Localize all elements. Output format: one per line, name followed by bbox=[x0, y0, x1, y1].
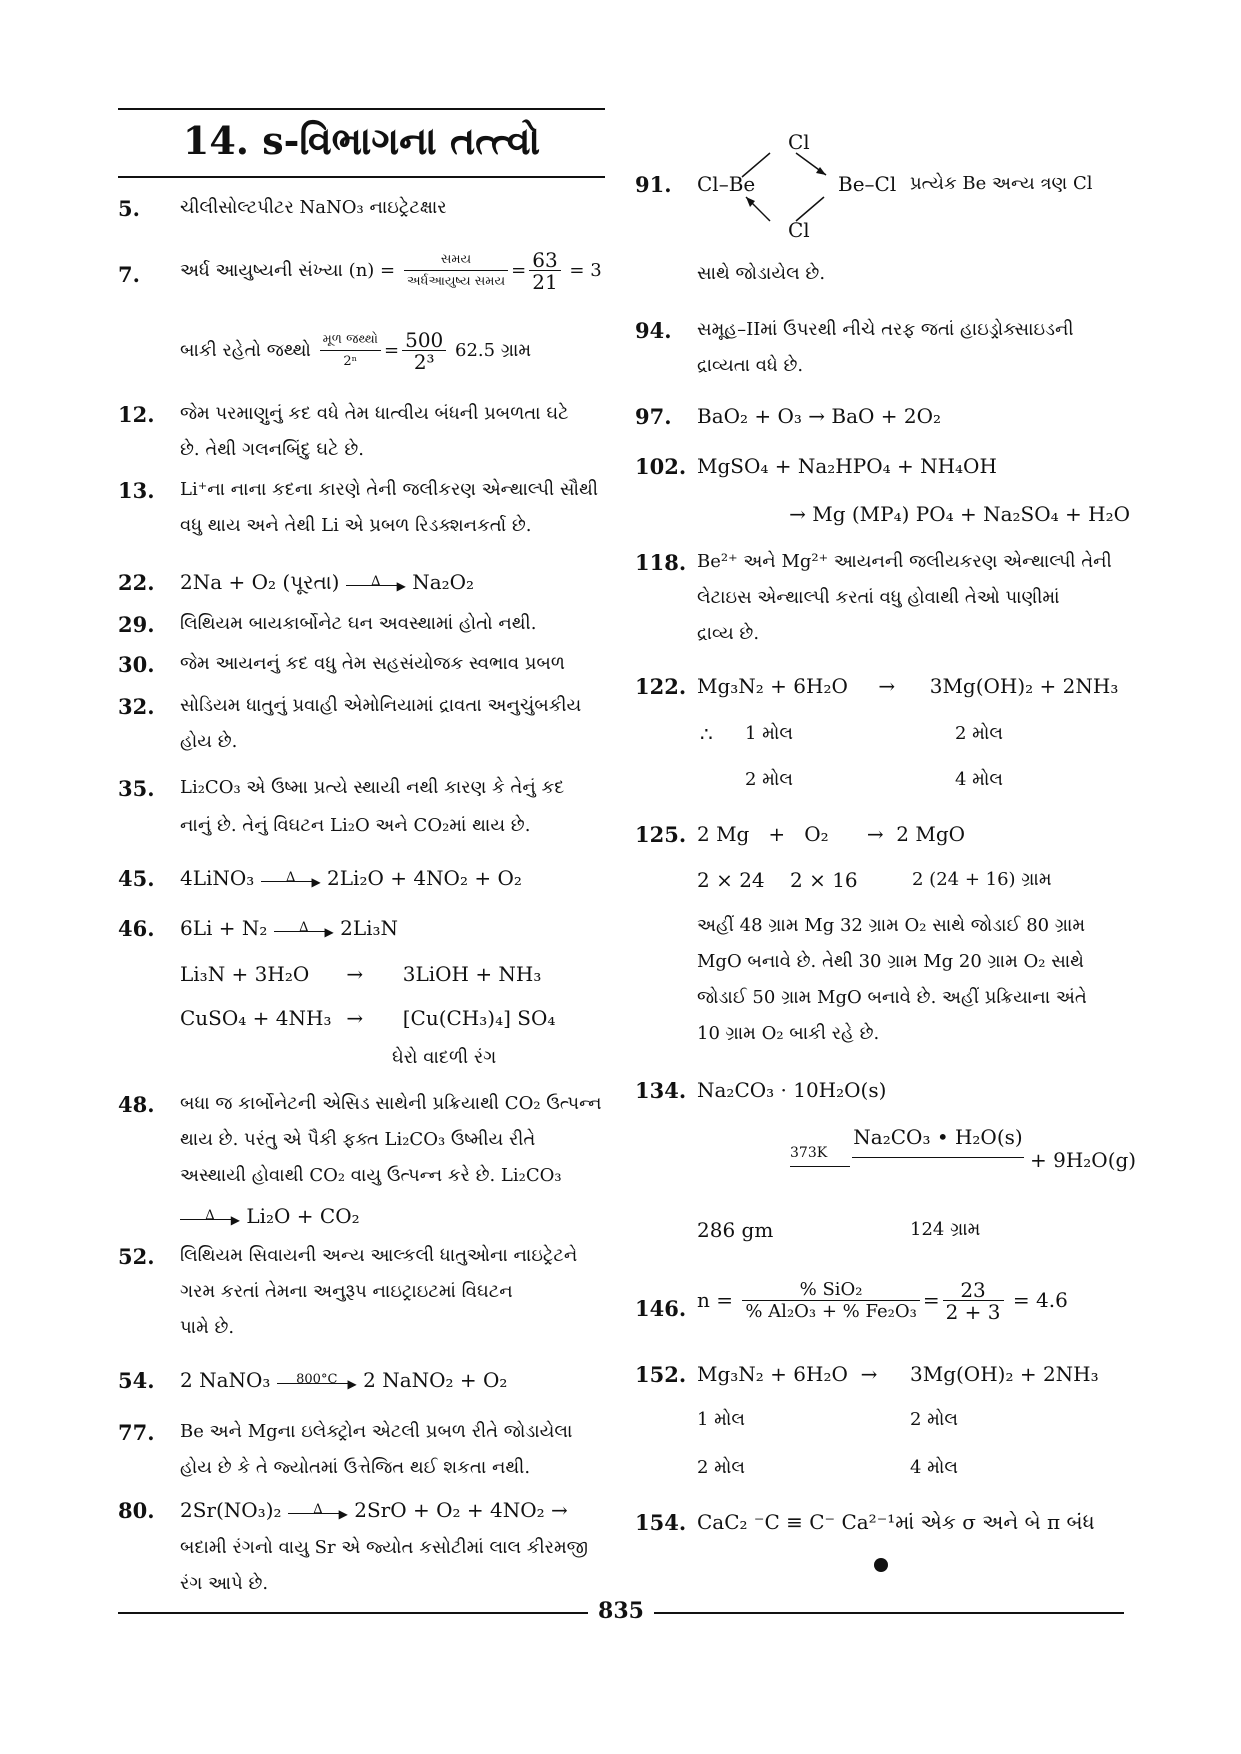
q91-left-group: Cl–Be bbox=[697, 172, 756, 196]
q52-l3: પામે છે. bbox=[180, 1317, 235, 1338]
q46-r4: ઘેરો વાદળી રંગ bbox=[392, 1047, 497, 1068]
q154-text: CaC₂ ⁻C ≡ C⁻ Ca²⁻¹માં એક σ અને બે π બંધ bbox=[697, 1510, 1095, 1534]
q48-l2: થાય છે. પરંતુ એ પૈકી ફક્ત Li₂CO₃ ઉષ્મીય રીતે bbox=[180, 1129, 536, 1150]
q77-l1: Be અને Mgના ઇલેક્ટ્રોન એટલી પ્રબળ રીતે જોડાયેલા bbox=[180, 1421, 573, 1442]
q125-l1: અહીં 48 ગ્રામ Mg 32 ગ્રામ O₂ સાથે જોડાઈ 80 ગ્રામ bbox=[697, 915, 1086, 936]
q134-product-line bbox=[852, 1157, 1024, 1158]
q48-l1: બધા જ કાર્બોનેટની એસિડ સાથેની પ્રક્રિયાથી CO₂ ઉત્પન્ન bbox=[180, 1093, 602, 1114]
q91-text2: સાથે જોડાયેલ છે. bbox=[697, 263, 826, 284]
q134-arrow-line bbox=[790, 1166, 850, 1167]
q13-l2: વધુ થાય અને તેથી Li એ પ્રબળ રિડક્શનકર્તા છે. bbox=[180, 515, 532, 536]
q12-number: 12. bbox=[118, 402, 155, 427]
q125-l4: 10 ગ્રામ O₂ બાકી રહે છે. bbox=[697, 1023, 880, 1044]
q134-product: Na₂CO₃ • H₂O(s) bbox=[853, 1125, 1023, 1149]
q12-l1: જેમ પરમાણુનું કદ વધે તેમ ધાત્વીય બંધની પ્રબળતા ઘટે bbox=[180, 403, 569, 424]
q32-number: 32. bbox=[118, 694, 155, 719]
q13-number: 13. bbox=[118, 478, 155, 503]
q80-l3: રંગ આપે છે. bbox=[180, 1573, 269, 1594]
footer-rule-right bbox=[654, 1612, 1124, 1614]
q45-eq: 4LiNO₃ Δ ▶ 2Li₂O + 4NO₂ + O₂ bbox=[180, 866, 522, 890]
q134-number: 134. bbox=[635, 1078, 687, 1103]
q52-l2: ગરમ કરતાં તેમના અનુરૂપ નાઇટ્રાઇટમાં વિઘટન bbox=[180, 1281, 513, 1302]
page-title: 14. s-વિભાગના તત્ત્વો bbox=[182, 118, 541, 163]
q152-number: 152. bbox=[635, 1362, 687, 1387]
q118-l3: દ્રાવ્ય છે. bbox=[697, 623, 760, 644]
header-top-rule bbox=[118, 108, 605, 110]
q80-number: 80. bbox=[118, 1498, 155, 1523]
q122-therefore: ∴ bbox=[700, 722, 713, 746]
q122-a1: 1 મોલ bbox=[745, 723, 793, 744]
q122-number: 122. bbox=[635, 674, 687, 699]
q134-l1: Na₂CO₃ · 10H₂O(s) bbox=[697, 1078, 887, 1102]
q29-number: 29. bbox=[118, 612, 155, 637]
q118-l1: Be²⁺ અને Mg²⁺ આયનની જલીયકરણ એન્થાલ્પી તેની bbox=[697, 551, 1112, 572]
q35-l2: નાનું છે. તેનું વિઘટન Li₂O અને CO₂માં થાય છે. bbox=[180, 815, 531, 836]
q91-number: 91. bbox=[635, 172, 672, 197]
q122-b1: 2 મોલ bbox=[955, 723, 1003, 744]
q7-line1: અર્ધ આયુષ્યની સંખ્યા (n) = $\frac{\text{સમય}}{\text{અર્ધઆયુષ્ય સમય}}$ = $\frac{63}{21}$ = 3 bbox=[180, 247, 602, 294]
q30-text: જેમ આયનનું કદ વધુ તેમ સહસંયોજક સ્વભાવ પ્રબળ bbox=[180, 653, 565, 674]
q30-number: 30. bbox=[118, 652, 155, 677]
q94-l2: દ્રાવ્યતા વધે છે. bbox=[697, 355, 804, 376]
q48-number: 48. bbox=[118, 1092, 155, 1117]
q35-number: 35. bbox=[118, 776, 155, 801]
q146-number: 146. bbox=[635, 1296, 687, 1321]
q32-l1: સોડિયમ ધાતુનું પ્રવાહી એમોનિયામાં દ્રાવતા અનુચુંબકીય bbox=[180, 695, 582, 716]
q45-number: 45. bbox=[118, 866, 155, 891]
q134-m1: 286 gm bbox=[697, 1218, 774, 1242]
q77-number: 77. bbox=[118, 1420, 155, 1445]
q46-number: 46. bbox=[118, 916, 155, 941]
q5-number: 5. bbox=[118, 196, 140, 221]
q125-l2: MgO બનાવે છે. તેથી 30 ગ્રામ Mg 20 ગ્રામ O₂ સાથે bbox=[697, 951, 1084, 972]
q46-r3: CuSO₄ + 4NH₃ → [Cu(CH₃)₄] SO₄ bbox=[180, 1006, 556, 1030]
q80-l2: બદામી રંગનો વાયુ Sr એ જ્યોત કસોટીમાં લાલ કીરમજી bbox=[180, 1537, 589, 1558]
q94-number: 94. bbox=[635, 318, 672, 343]
q32-l2: હોય છે. bbox=[180, 731, 238, 752]
q22-eq: 2Na + O₂ (પૂરતા) Δ ▶ Na₂O₂ bbox=[180, 570, 475, 594]
q97-number: 97. bbox=[635, 404, 672, 429]
q12-l2: છે. તેથી ગલનબિંદુ ઘટે છે. bbox=[180, 439, 365, 460]
q54-number: 54. bbox=[118, 1368, 155, 1393]
q134-m2: 124 ગ્રામ bbox=[910, 1219, 981, 1240]
q125-eq: 2 Mg + O₂ → 2 MgO bbox=[697, 822, 966, 846]
q91-right-group: Be–Cl bbox=[838, 172, 897, 196]
q122-eq: Mg₃N₂ + 6H₂O → 3Mg(OH)₂ + 2NH₃ bbox=[697, 674, 1119, 698]
q48-l3: અસ્થાયી હોવાથી CO₂ વાયુ ઉત્પન્ન કરે છે. Li₂CO₃ bbox=[180, 1165, 562, 1186]
q152-a2: 2 મોલ bbox=[697, 1457, 745, 1478]
q91-cl-top: Cl bbox=[788, 130, 810, 154]
q80-eq: 2Sr(NO₃)₂ Δ ▶ 2SrO + O₂ + 4NO₂ → bbox=[180, 1498, 568, 1522]
q94-l1: સમૂહ–IIમાં ઉપરથી નીચે તરફ જતાં હાઇડ્રોક્સાઇડની bbox=[697, 319, 1074, 340]
q77-l2: હોય છે કે તે જ્યોતમાં ઉત્તેજિત થઈ શકતા નથી. bbox=[180, 1457, 531, 1478]
q125-m1: 2 × 24 bbox=[697, 868, 765, 892]
q125-m2: 2 × 16 bbox=[790, 868, 858, 892]
q5-text: ચીલીસોલ્ટપીટર NaNO₃ નાઇટ્રેટક્ષાર bbox=[180, 197, 447, 218]
q134-arrow-label: 373K bbox=[790, 1145, 828, 1161]
q134-tail: + 9H₂O(g) bbox=[1030, 1148, 1137, 1172]
q54-eq: 2 NaNO₃ 800°C ▶ 2 NaNO₂ + O₂ bbox=[180, 1368, 508, 1392]
q22-number: 22. bbox=[118, 570, 155, 595]
q152-b2: 4 મોલ bbox=[910, 1457, 958, 1478]
page-number: 835 bbox=[598, 1598, 644, 1624]
q152-lhs: Mg₃N₂ + 6H₂O → bbox=[697, 1362, 878, 1386]
q13-l1: Li⁺ના નાના કદના કારણે તેની જલીકરણ એન્થાલ્પી સૌથી bbox=[180, 479, 598, 500]
q122-a2: 2 મોલ bbox=[745, 769, 793, 790]
q152-rhs: 3Mg(OH)₂ + 2NH₃ bbox=[910, 1362, 1099, 1386]
q125-m3: 2 (24 + 16) ગ્રામ bbox=[912, 869, 1052, 890]
q46-r2: Li₃N + 3H₂O → 3LiOH + NH₃ bbox=[180, 962, 542, 986]
q102-number: 102. bbox=[635, 454, 687, 479]
q125-l3: જોડાઈ 50 ગ્રામ MgO બનાવે છે. અહીં પ્રક્રિયાના અંતે bbox=[697, 987, 1087, 1008]
q46-r1: 6Li + N₂ Δ ▶ 2Li₃N bbox=[180, 916, 399, 940]
q154-number: 154. bbox=[635, 1510, 687, 1535]
q52-number: 52. bbox=[118, 1244, 155, 1269]
q7-line2: બાકી રહેતો જથ્થો $\frac{\text{મૂળ જથ્થો}}{\text{2ⁿ}}$ = $\frac{500}{\text{2³}}$ 62.5 ગ્રામ bbox=[180, 327, 532, 374]
end-bullet bbox=[874, 1558, 888, 1572]
q102-l1: MgSO₄ + Na₂HPO₄ + NH₄OH bbox=[697, 454, 997, 478]
q146-eq: n = $\frac{\text{\% SiO₂}}{\text{\% Al₂O₃ + \% Fe₂O₃}}$ = $\frac{23}{2 + 3}$ = 4.6 bbox=[697, 1278, 1068, 1324]
q122-b2: 4 મોલ bbox=[955, 769, 1003, 790]
header-bottom-rule bbox=[118, 176, 605, 178]
q152-a1: 1 મોલ bbox=[697, 1409, 745, 1430]
q102-l2: → Mg (MP₄) PO₄ + Na₂SO₄ + H₂O bbox=[789, 502, 1130, 526]
q97-eq: BaO₂ + O₃ → BaO + 2O₂ bbox=[697, 404, 942, 428]
q52-l1: લિથિયમ સિવાયની અન્ય આલ્કલી ધાતુઓના નાઇટ્રેટને bbox=[180, 1245, 578, 1266]
q29-text: લિથિયમ બાયકાર્બોનેટ ઘન અવસ્થામાં હોતો નથી. bbox=[180, 613, 537, 634]
q125-number: 125. bbox=[635, 822, 687, 847]
q7-number: 7. bbox=[118, 262, 140, 287]
q91-text1: પ્રત્યેક Be અન્ય ત્રણ Cl bbox=[910, 173, 1093, 194]
q35-l1: Li₂CO₃ એ ઉષ્મા પ્રત્યે સ્થાયી નથી કારણ કે તેનું કદ bbox=[180, 777, 565, 798]
q118-number: 118. bbox=[635, 550, 687, 575]
q152-b1: 2 મોલ bbox=[910, 1409, 958, 1430]
footer-rule-left bbox=[118, 1612, 588, 1614]
q91-cl-bottom: Cl bbox=[788, 218, 810, 242]
q48-l4: Δ ▶ Li₂O + CO₂ bbox=[180, 1198, 360, 1234]
q118-l2: લેટાઇસ એન્થાલ્પી કરતાં વધુ હોવાથી તેઓ પાણીમાં bbox=[697, 587, 1060, 608]
